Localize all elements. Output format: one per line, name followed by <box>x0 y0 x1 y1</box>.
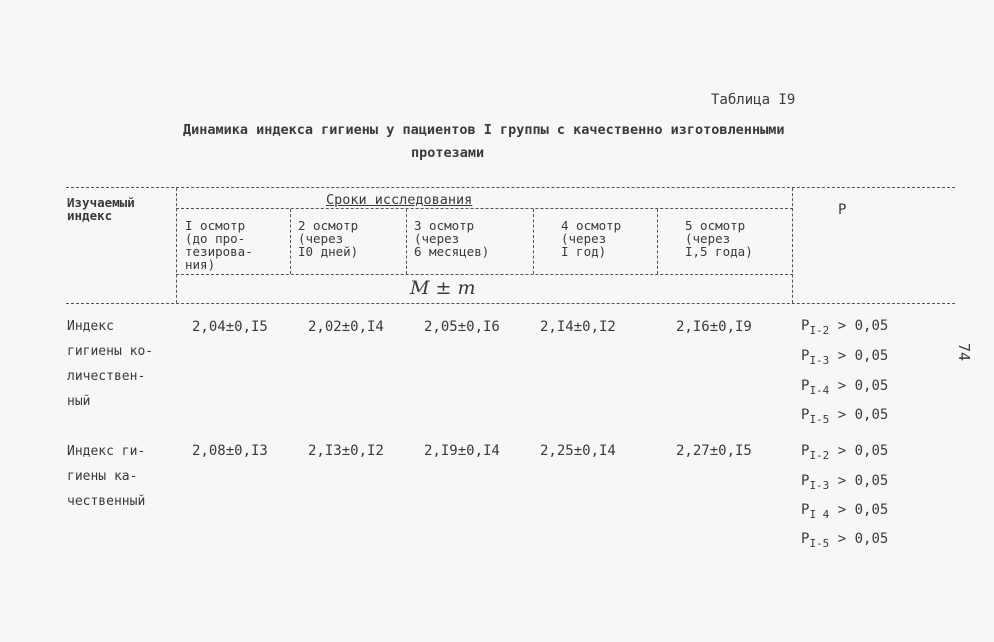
p-value-line: $P_{I-4} > 0,05$ <box>801 378 889 397</box>
p-value-line: $P_{I-2} > 0,05$ <box>801 443 889 462</box>
table-cell: 2,08±0,I3 <box>192 443 268 459</box>
p-subscript: I-3 <box>809 479 830 492</box>
table-cell: 2,05±0,I6 <box>424 319 500 335</box>
p-relation: > 0,05 <box>837 318 889 334</box>
p-relation: > 0,05 <box>837 502 889 518</box>
row-index-name: Индекс гигиены ко- личествен- ный <box>67 319 154 409</box>
p-relation: > 0,05 <box>837 531 889 547</box>
p-subscript: I-2 <box>809 324 830 337</box>
header-terms-group: Сроки исследования <box>326 192 473 208</box>
row-index-name: Индекс ги- гиены ка- чественный <box>67 444 146 509</box>
p-relation: > 0,05 <box>837 378 889 394</box>
table-label: Таблица I9 <box>711 92 796 108</box>
columns-bottom-rule <box>176 274 793 275</box>
col-divider <box>176 188 177 303</box>
col-divider <box>406 209 407 274</box>
table-title-line2: протезами <box>411 145 485 161</box>
p-subscript: I-4 <box>809 384 830 397</box>
p-subscript: I-5 <box>809 537 830 550</box>
header-p-col: Р <box>838 202 847 218</box>
table-cell: 2,I4±0,I2 <box>540 319 616 335</box>
header-col-exam5: 5 осмотр (через I,5 года) <box>685 218 753 259</box>
col-divider <box>792 188 793 303</box>
table-cell: 2,02±0,I4 <box>308 319 384 335</box>
p-subscript: I-2 <box>809 449 830 462</box>
p-subscript: I-5 <box>809 413 830 426</box>
p-relation: > 0,05 <box>837 473 889 489</box>
p-value-line: $P_{I-3} > 0,05$ <box>801 473 889 492</box>
col-divider <box>533 209 534 274</box>
p-relation: > 0,05 <box>837 348 889 364</box>
terms-group-rule <box>176 208 793 209</box>
table-cell: 2,27±0,I5 <box>676 443 752 459</box>
p-value-line: $P_{I-5} > 0,05$ <box>801 407 889 426</box>
p-value-line: $P_{I-2} > 0,05$ <box>801 318 889 337</box>
table-cell: 2,I3±0,I2 <box>308 443 384 459</box>
header-bottom-rule <box>66 303 955 304</box>
header-col-exam2: 2 осмотр (через I0 дней) <box>298 218 359 259</box>
header-col-exam1: I осмотр (до про- тезирова- ния) <box>185 218 253 272</box>
p-subscript: I 4 <box>809 508 830 521</box>
table-cell: 2,04±0,I5 <box>192 319 268 335</box>
p-subscript: I-3 <box>809 354 830 367</box>
table-cell: 2,I9±0,I4 <box>424 443 500 459</box>
p-value-line: $P_{I-3} > 0,05$ <box>801 348 889 367</box>
p-value-line: $P_{I 4} > 0,05$ <box>801 502 889 521</box>
col-divider <box>657 209 658 274</box>
table-title-line1: Динамика индекса гигиены у пациентов I группы с качественно изготовленными <box>183 122 785 138</box>
header-mean-error-label: M ± m <box>410 277 476 299</box>
p-relation: > 0,05 <box>837 407 889 423</box>
table-top-rule <box>66 187 955 188</box>
p-value-line: $P_{I-5} > 0,05$ <box>801 531 889 550</box>
col-divider <box>290 209 291 274</box>
table-cell: 2,25±0,I4 <box>540 443 616 459</box>
p-relation: > 0,05 <box>837 443 889 459</box>
page-number: 74 <box>955 342 974 362</box>
header-col-exam3: 3 осмотр (через 6 месяцев) <box>414 218 490 259</box>
header-col-exam4: 4 осмотр (через I год) <box>561 218 622 259</box>
table-cell: 2,I6±0,I9 <box>676 319 752 335</box>
header-index-col: Изучаемый индекс <box>67 195 135 223</box>
